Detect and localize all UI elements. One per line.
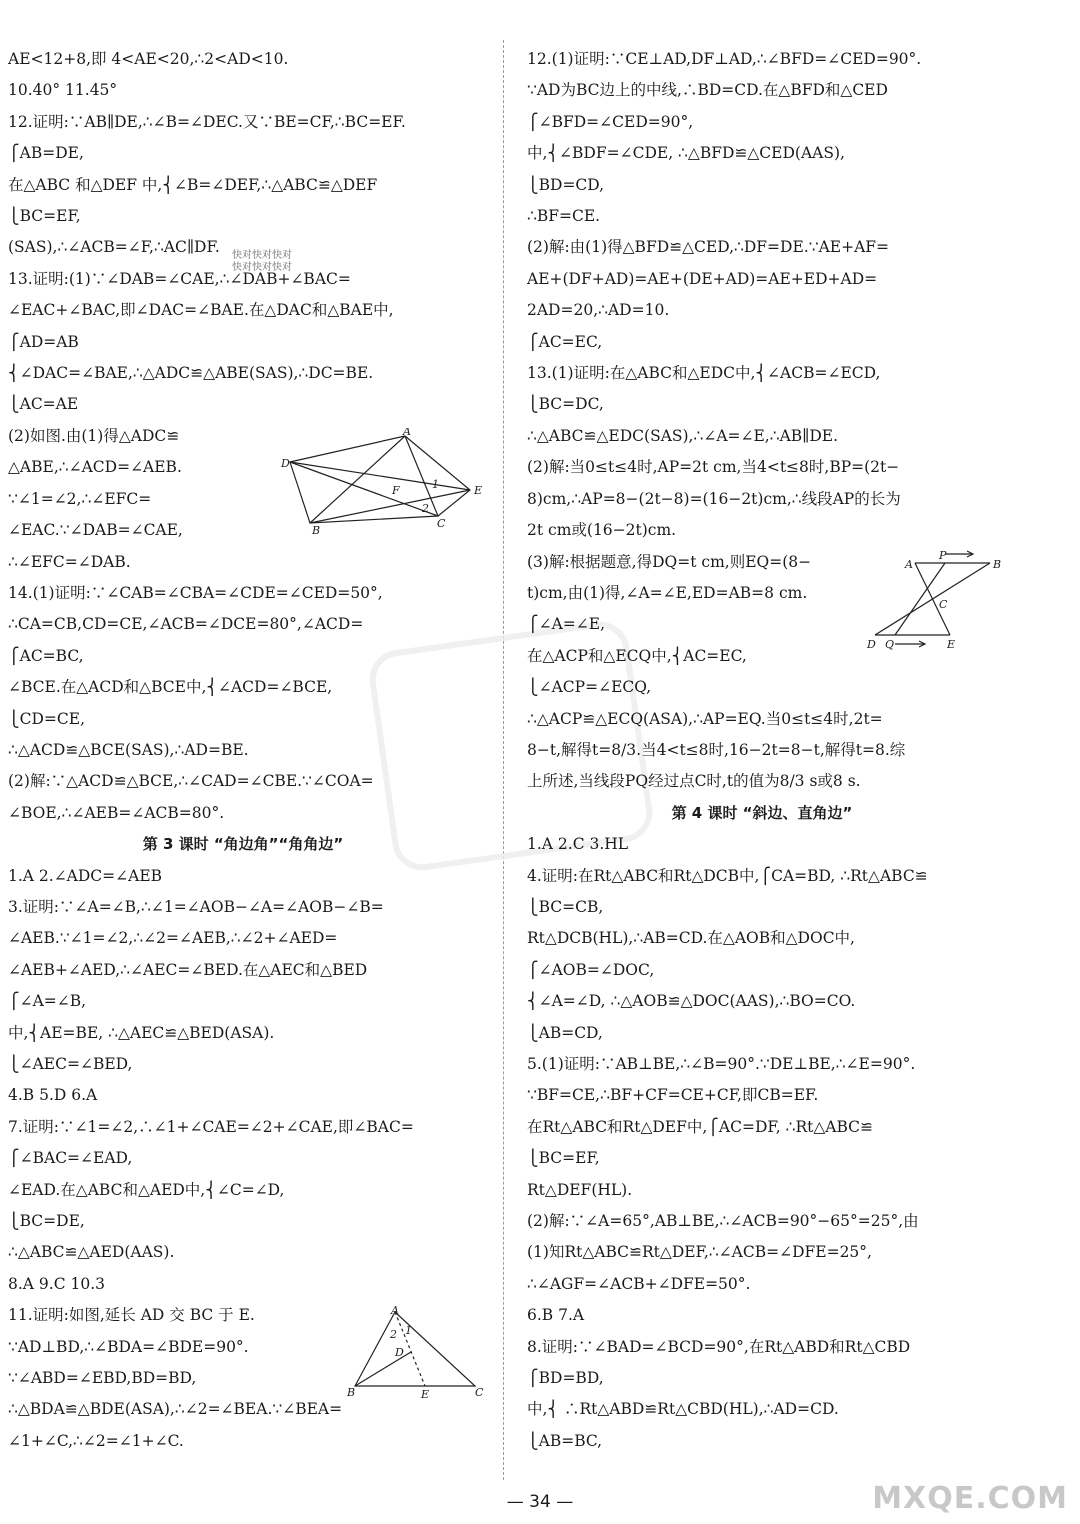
text-line: ∠EAD.在△ABC和△AED中,⎨∠C=∠D, xyxy=(8,1180,285,1199)
fig-r13-label: E xyxy=(947,638,956,651)
text-line: 4.B 5.D 6.A xyxy=(8,1086,98,1105)
text-line: ∠EAC.∵∠DAB=∠CAE, xyxy=(8,521,183,540)
text-line: 7.证明:∵∠1=∠2,∴∠1+∠CAE=∠2+∠CAE,即∠BAC= xyxy=(8,1117,414,1136)
fig-r13-label: Q xyxy=(885,638,895,651)
text-line: (2)解:当0≤t≤4时,AP=2t cm,当4<t≤8时,BP=(2t− xyxy=(527,458,900,477)
text-line: ⎩BC=CB, xyxy=(527,897,604,916)
text-line: 13.(1)证明:在△ABC和△EDC中,⎨∠ACB=∠ECD, xyxy=(527,364,881,383)
fig13-label: 2 xyxy=(422,502,429,515)
text-line: 2t cm或(16−2t)cm. xyxy=(527,521,677,540)
page-number: — 34 — xyxy=(506,1492,574,1512)
fig11-label: D xyxy=(395,1346,404,1359)
fig-r13-label: C xyxy=(939,598,948,611)
text-line: ⎩AB=BC, xyxy=(527,1431,603,1450)
fig11-label: C xyxy=(475,1386,484,1399)
text-line: ⎩BC=DE, xyxy=(8,1212,85,1231)
text-line: ∠EAC+∠BAC,即∠DAC=∠BAE.在△DAC和△BAE中, xyxy=(8,301,394,320)
text-line: 在△ACP和△ECQ中,⎨AC=EC, xyxy=(527,646,747,665)
text-line: 11.证明:如图,延长 AD 交 BC 于 E. xyxy=(8,1306,255,1325)
text-line: 8−t,解得t=8/3.当4<t≤8时,16−2t=8−t,解得t=8.综 xyxy=(527,740,906,759)
text-line: ⎩CD=CE, xyxy=(8,709,86,728)
fig11-label: 2 xyxy=(390,1328,397,1341)
text-line: ∴BF=CE. xyxy=(527,207,601,226)
text-line: (2)解:∵△ACD≌△BCE,∴∠CAD=∠CBE.∵∠COA= xyxy=(8,772,374,791)
text-line: (SAS),∴∠ACB=∠F,∴AC∥DF. xyxy=(8,238,220,257)
text-line: ∠BOE,∴∠AEB=∠ACB=80°. xyxy=(8,803,225,822)
text-line: 2AD=20,∴AD=10. xyxy=(527,301,670,320)
fig13-label: A xyxy=(403,428,411,438)
text-line: 4.证明:在Rt△ABC和Rt△DCB中,⎧CA=BD, ∴Rt△ABC≌ xyxy=(527,866,928,885)
text-line: ∴△ACD≌△BCE(SAS),∴AD=BE. xyxy=(8,740,249,759)
section-heading: 第 4 课时 “斜边、直角边” xyxy=(671,803,853,822)
text-line: ⎧BD=BD, xyxy=(527,1369,604,1388)
text-line: ⎧AB=DE, xyxy=(8,144,84,163)
text-line: ⎧∠A=∠B, xyxy=(8,992,87,1011)
text-line: ∴CA=CB,CD=CE,∠ACB=∠DCE=80°,∠ACD= xyxy=(8,615,364,634)
fig13-label: E xyxy=(474,484,483,497)
text-line: 5.(1)证明:∵AB⊥BE,∴∠B=90°.∵DE⊥BE,∴∠E=90°. xyxy=(527,1055,916,1073)
fig-r13-label: B xyxy=(993,558,1002,571)
fig13-label: C xyxy=(437,517,446,530)
text-line: ∠AEB+∠AED,∴∠AEC=∠BED.在△AEC和△BED xyxy=(8,960,368,979)
text-line: (2)如图.由(1)得△ADC≌ xyxy=(8,426,180,445)
text-line: (3)解:根据题意,得DQ=t cm,则EQ=(8− xyxy=(527,552,812,571)
text-line: 8)cm,∴AP=8−(2t−8)=(16−2t)cm,∴线段AP的长为 xyxy=(527,489,901,508)
text-line: △ABE,∴∠ACD=∠AEB. xyxy=(8,458,182,477)
fig13-label: 1 xyxy=(432,478,439,491)
text-line: 中,⎨AE=BE, ∴△AEC≌△BED(ASA). xyxy=(8,1023,275,1042)
text-line: ∠BCE.在△ACD和△BCE中,⎨∠ACD=∠BCE, xyxy=(8,678,333,697)
fig13-label: B xyxy=(312,524,321,537)
text-line: ∠AEB.∵∠1=∠2,∴∠2=∠AEB,∴∠2+∠AED= xyxy=(8,929,338,948)
text-line: ⎧∠BAC=∠EAD, xyxy=(8,1149,133,1168)
text-line: 3.证明:∵∠A=∠B,∴∠1=∠AOB−∠A=∠AOB−∠B= xyxy=(8,897,384,916)
text-line: t)cm,由(1)得,∠A=∠E,ED=AB=8 cm. xyxy=(527,583,808,602)
text-line: 10.40° 11.45° xyxy=(8,81,118,100)
text-line: ∵BF=CE,∴BF+CF=CE+CF,即CB=EF. xyxy=(527,1086,819,1105)
text-line: 上所述,当线段PQ经过点C时,t的值为8/3 s或8 s. xyxy=(527,772,861,791)
text-line: ⎧∠A=∠E, xyxy=(527,615,606,634)
text-line: 14.(1)证明:∵∠CAB=∠CBA=∠CDE=∠CED=50°, xyxy=(8,583,383,602)
text-line: ⎨∠A=∠D, ∴△AOB≌△DOC(AAS),∴BO=CO. xyxy=(527,992,856,1011)
text-line: ⎩BC=DC, xyxy=(527,395,604,414)
text-line: ∴△BDA≌△BDE(ASA),∴∠2=∠BEA.∵∠BEA= xyxy=(8,1400,343,1419)
text-line: 在△ABC 和△DEF 中,⎨∠B=∠DEF,∴△ABC≌△DEF xyxy=(8,175,378,194)
text-line: ∴∠AGF=∠ACB+∠DFE=50°. xyxy=(527,1274,751,1293)
text-line: ⎩AB=CD, xyxy=(527,1023,603,1042)
fig-r13-label: P xyxy=(939,549,947,562)
text-line: ∵AD⊥BD,∴∠BDA=∠BDE=90°. xyxy=(8,1337,249,1356)
text-line: ⎩BC=EF, xyxy=(527,1149,600,1168)
text-line: ∠1+∠C,∴∠2=∠1+∠C. xyxy=(8,1431,184,1450)
fig13-label: F xyxy=(392,484,400,497)
fig-r13-label: D xyxy=(867,638,876,651)
stamp-text: 快对快对快对 快对快对快对 xyxy=(232,250,292,273)
fig-r13-label: A xyxy=(905,558,913,571)
text-line: (1)知Rt△ABC≌Rt△DEF,∴∠ACB=∠DFE=25°, xyxy=(527,1243,872,1262)
section-heading: 第 3 课时 “角边角”“角角边” xyxy=(142,835,344,854)
text-line: ∵AD为BC边上的中线,∴BD=CD.在△BFD和△CED xyxy=(527,81,888,100)
moving-points-figure xyxy=(865,548,1005,658)
triangle-figure xyxy=(345,1304,485,1404)
text-line: AE<12+8,即 4<AE<20,∴2<AD<10. xyxy=(8,50,289,68)
text-line: 6.B 7.A xyxy=(527,1306,585,1325)
text-line: ⎧AC=EC, xyxy=(527,332,603,351)
text-line: AE+(DF+AD)=AE+(DE+AD)=AE+ED+AD= xyxy=(527,269,878,288)
text-line: Rt△DEF(HL). xyxy=(527,1180,633,1199)
text-line: ⎧AD=AB xyxy=(8,332,79,351)
right-column xyxy=(527,44,997,1457)
text-line: 1.A 2.∠ADC=∠AEB xyxy=(8,866,163,885)
text-line: 12.证明:∵AB∥DE,∴∠B=∠DEC.又∵BE=CF,∴BC=EF. xyxy=(8,112,406,131)
text-line: 8.证明:∵∠BAD=∠BCD=90°,在Rt△ABD和Rt△CBD xyxy=(527,1337,911,1356)
text-line: 1.A 2.C 3.HL xyxy=(527,835,629,854)
fig11-label: A xyxy=(391,1304,399,1317)
text-line: 13.证明:(1)∵∠DAB=∠CAE,∴∠DAB+∠BAC= xyxy=(8,269,351,288)
fig11-label: B xyxy=(347,1386,356,1399)
text-line: 在Rt△ABC和Rt△DEF中,⎧AC=DF, ∴Rt△ABC≌ xyxy=(527,1117,873,1136)
text-line: ⎩AC=AE xyxy=(8,395,79,414)
text-line: ∴△ABC≌△AED(AAS). xyxy=(8,1243,175,1262)
text-line: ∴△ABC≌△EDC(SAS),∴∠A=∠E,∴AB∥DE. xyxy=(527,426,839,445)
text-line: 12.(1)证明:∵CE⊥AD,DF⊥AD,∴∠BFD=∠CED=90°. xyxy=(527,50,922,68)
text-line: Rt△DCB(HL),∴AB=CD.在△AOB和△DOC中, xyxy=(527,929,855,948)
fig13-label: D xyxy=(281,457,290,470)
text-line: ⎩∠ACP=∠ECQ, xyxy=(527,678,652,697)
text-line: ∵∠1=∠2,∴∠EFC= xyxy=(8,489,152,508)
text-line: ∴∠EFC=∠DAB. xyxy=(8,552,131,571)
fig11-label: 1 xyxy=(405,1324,412,1337)
site-watermark: MXQE.COM xyxy=(872,1481,1068,1516)
text-line: ⎧∠AOB=∠DOC, xyxy=(527,960,655,979)
text-line: ∵∠ABD=∠EBD,BD=BD, xyxy=(8,1369,197,1388)
text-line: ⎧∠BFD=∠CED=90°, xyxy=(527,112,694,131)
text-line: ⎧AC=BC, xyxy=(8,646,84,665)
text-line: ⎩∠AEC=∠BED, xyxy=(8,1055,133,1073)
text-line: 中,⎨ ∴Rt△ABD≌Rt△CBD(HL),∴AD=CD. xyxy=(527,1400,839,1419)
text-line: ⎩BC=EF, xyxy=(8,207,81,226)
text-line: (2)解:∵∠A=65°,AB⊥BE,∴∠ACB=90°−65°=25°,由 xyxy=(527,1212,919,1231)
text-line: 中,⎨∠BDF=∠CDE, ∴△BFD≌△CED(AAS), xyxy=(527,144,845,163)
text-line: (2)解:由(1)得△BFD≌△CED,∴DF=DE.∵AE+AF= xyxy=(527,238,890,257)
text-line: ⎩BD=CD, xyxy=(527,175,605,194)
text-line: ∴△ACP≌△ECQ(ASA),∴AP=EQ.当0≤t≤4时,2t= xyxy=(527,709,883,728)
fig11-label: E xyxy=(421,1388,430,1401)
quadrilateral-figure xyxy=(280,428,490,538)
text-line: 8.A 9.C 10.3 xyxy=(8,1274,105,1293)
text-line: ⎨∠DAC=∠BAE,∴△ADC≌△ABE(SAS),∴DC=BE. xyxy=(8,364,374,383)
